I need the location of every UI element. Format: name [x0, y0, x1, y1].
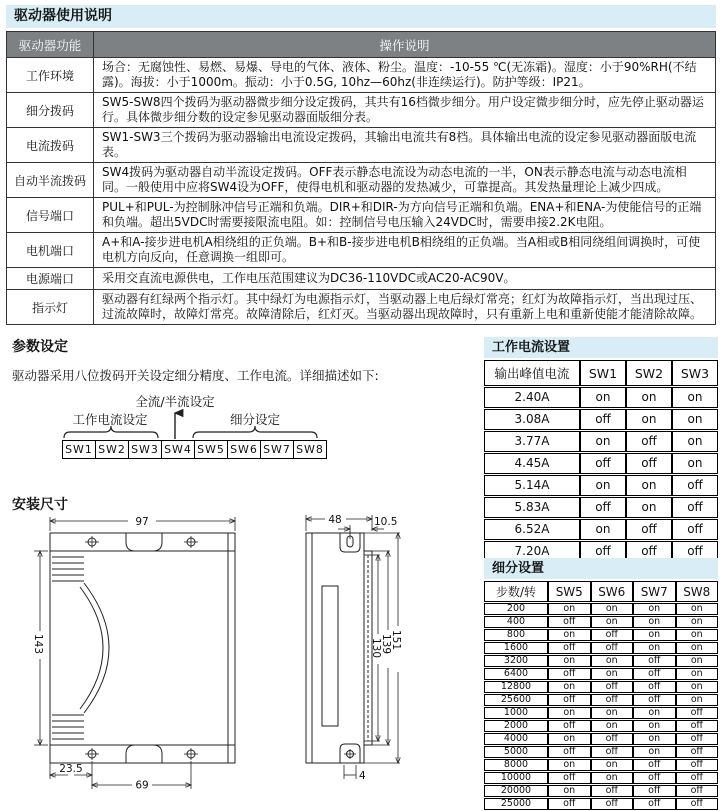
table-cell: SW5-SW8四个拨码为驱动器微步细分设定拨码，其共有16档微步细分。用户设定微步细分时，应先停止驱动器运行。具体微步细分数的设定参见驱动器面版细分表。 [94, 93, 716, 128]
table-row [484, 497, 718, 518]
column-header-sw6: SW6 [591, 581, 634, 602]
side-view-drawing [306, 514, 402, 782]
table-cell: 驱动器有红绿两个指示灯。其中绿灯为电源指示灯，当驱动器上电后绿灯常亮；红灯为故障指示灯，当出现过压、过流故障时，故障灯常亮。故障清除后，红灯灭。当驱动器出现故障时，只有重新上电和重新使能才能清除故障。 [94, 290, 716, 325]
row-label-cell: 200 [484, 603, 548, 615]
switch-box-sw5: SW5 [194, 440, 228, 459]
table-cell: on [672, 387, 718, 408]
table-cell: off [672, 519, 718, 540]
table-cell: PUL+和PUL-为控制脉冲信号正端和负端。DIR+和DIR-为方向信号正端和负端。ENA+和ENA-为使能信号的正端和负端。超出5VDC时需要接限流电阻。如：控制信号电压输入24VDC时，需要串接2.2K电阻。 [94, 198, 716, 233]
dip-switch-row [62, 440, 326, 459]
row-label-cell: 3.08A [484, 409, 580, 430]
table-cell: on [633, 707, 676, 719]
table-cell: on [591, 720, 634, 732]
table-cell: on [591, 707, 634, 719]
table-row [7, 290, 716, 325]
table-cell: off [548, 720, 591, 732]
table-row [484, 642, 718, 654]
dim-height-inner [364, 555, 382, 741]
column-header-sw7: SW7 [633, 581, 676, 602]
row-label-cell: 4.45A [484, 453, 580, 474]
table-cell: off [591, 733, 634, 745]
row-label-cell: 细分拨码 [7, 93, 94, 128]
table-row [484, 603, 718, 615]
table-cell: on [626, 475, 672, 496]
microstep-settings-title: 细分设置 [484, 558, 718, 579]
top-tab [126, 533, 162, 551]
table-cell: off [591, 681, 634, 693]
dim-hole-offset [50, 761, 92, 779]
table-cell: off [633, 759, 676, 771]
svg-text:130: 130 [370, 638, 382, 659]
dim-side-depth [306, 514, 372, 531]
table-cell: on [676, 616, 719, 628]
current-settings-panel [484, 337, 718, 563]
table-cell: on [580, 431, 626, 452]
switch-box-sw3: SW3 [128, 440, 162, 459]
table-cell: off [676, 798, 719, 810]
table-cell: on [591, 616, 634, 628]
table-row [484, 681, 718, 693]
table-row [484, 759, 718, 771]
table-cell: on [676, 642, 719, 654]
row-label-cell: 20000 [484, 785, 548, 797]
row-label-cell: 6.52A [484, 519, 580, 540]
svg-text:4: 4 [359, 770, 366, 782]
driver-function-table [6, 31, 716, 325]
table-cell: off [633, 785, 676, 797]
table-row [7, 233, 716, 268]
switch-box-sw1: SW1 [62, 440, 96, 459]
table-cell: off [676, 720, 719, 732]
table-cell: off [672, 497, 718, 518]
microstep-settings-table-body [484, 603, 718, 810]
table-cell: off [676, 785, 719, 797]
column-header-function: 驱动器功能 [7, 32, 94, 58]
table-row [484, 746, 718, 758]
table-cell: on [676, 603, 719, 615]
table-cell: 场合：无腐蚀性、易燃、易爆、导电的气体、液体、粉尘。温度：-10-55 ℃(无冻霜)。湿度：小于90%RH(不结露)。海拔：小于1000m。振动：小于0.5G, 10hz—60hz(非连续运行)。防护等级：IP21。 [94, 58, 716, 93]
mounting-hole-icon [184, 748, 198, 760]
table-row [484, 475, 718, 496]
current-brace-icon [64, 426, 158, 438]
row-label-cell: 2000 [484, 720, 548, 732]
table-cell: on [548, 603, 591, 615]
table-cell: 采用交直流电源供电，工作电压范围建议为DC36-110VDC或AC20-AC90V。 [94, 268, 716, 290]
column-header-sw1: SW1 [580, 360, 626, 386]
row-label-cell: 电源端口 [7, 268, 94, 290]
table-cell: on [676, 655, 719, 667]
svg-text:151: 151 [390, 630, 402, 651]
row-label-cell: 自动半流拨码 [7, 163, 94, 198]
table-cell: on [580, 475, 626, 496]
dim-hole-spacing [92, 761, 191, 790]
table-cell: off [676, 772, 719, 784]
table-cell: off [580, 453, 626, 474]
table-cell: on [672, 453, 718, 474]
table-cell: off [548, 694, 591, 706]
table-cell: on [676, 629, 719, 641]
switch-box-sw7: SW7 [260, 440, 294, 459]
table-cell: off [633, 772, 676, 784]
microstep-settings-table [484, 580, 718, 811]
table-row [484, 798, 718, 810]
table-cell: off [633, 798, 676, 810]
install-section-title: 安装尺寸 [12, 497, 68, 513]
current-settings-title: 工作电流设置 [484, 337, 718, 358]
table-row [7, 58, 716, 93]
table-row [484, 616, 718, 628]
dim-front-height [32, 551, 48, 745]
row-label-cell: 信号端口 [7, 198, 94, 233]
svg-text:97: 97 [135, 516, 149, 528]
heatsink-fins [52, 557, 109, 739]
table-row [484, 668, 718, 680]
table-row [484, 409, 718, 430]
driver-function-table-head [7, 32, 716, 58]
table-cell: on [676, 694, 719, 706]
table-row [484, 431, 718, 452]
row-label-cell: 4000 [484, 733, 548, 745]
table-cell: on [626, 497, 672, 518]
table-cell: off [548, 746, 591, 758]
table-cell: off [548, 616, 591, 628]
front-view-drawing [32, 516, 235, 790]
table-cell: off [626, 431, 672, 452]
table-cell: on [548, 707, 591, 719]
table-cell: on [591, 603, 634, 615]
table-row [484, 387, 718, 408]
column-header-operation: 操作说明 [94, 32, 716, 58]
row-label-cell: 1600 [484, 642, 548, 654]
row-label-cell: 8000 [484, 759, 548, 771]
table-cell: SW1-SW3三个拨码为驱动器输出电流设定拨码，其输出电流共有8档。具体输出电流的设定参见驱动器面版电流表。 [94, 128, 716, 163]
table-cell: off [591, 798, 634, 810]
brace-and-arrow-graphic [62, 406, 342, 440]
table-cell: off [626, 453, 672, 474]
row-label-cell: 2.40A [484, 387, 580, 408]
table-cell: on [548, 759, 591, 771]
table-cell: on [633, 746, 676, 758]
table-cell: off [626, 519, 672, 540]
column-header-sw3: SW3 [672, 360, 718, 386]
column-header-sw8: SW8 [676, 581, 719, 602]
table-cell: on [548, 733, 591, 745]
svg-text:10.5: 10.5 [374, 516, 398, 528]
row-label-cell: 指示灯 [7, 290, 94, 325]
row-label-cell: 5000 [484, 746, 548, 758]
table-cell: off [676, 707, 719, 719]
row-label-cell: 12800 [484, 681, 548, 693]
microstep-brace-icon [193, 426, 317, 438]
table-cell: off [591, 629, 634, 641]
row-label-cell: 5.83A [484, 497, 580, 518]
table-cell: off [591, 746, 634, 758]
table-row [484, 519, 718, 540]
row-label-cell: 25000 [484, 798, 548, 810]
svg-text:143: 143 [32, 634, 44, 655]
switch-box-sw8: SW8 [293, 440, 327, 459]
table-cell: on [633, 603, 676, 615]
table-cell: on [633, 720, 676, 732]
table-cell: off [676, 759, 719, 771]
table-cell: on [626, 387, 672, 408]
table-cell: on [548, 655, 591, 667]
row-label-cell: 6400 [484, 668, 548, 680]
column-header-sw5: SW5 [548, 581, 591, 602]
row-label-cell: 3.77A [484, 431, 580, 452]
table-cell: on [626, 409, 672, 430]
table-row [7, 268, 716, 290]
table-cell: on [672, 431, 718, 452]
row-label-cell: 1000 [484, 707, 548, 719]
side-top-tab [340, 531, 360, 552]
row-label-cell: 7.20A [484, 541, 580, 562]
svg-text:23.5: 23.5 [59, 763, 83, 775]
mounting-hole-icon [85, 748, 99, 760]
table-cell: on [548, 629, 591, 641]
switch-box-sw4: SW4 [161, 440, 195, 459]
table-cell: off [580, 497, 626, 518]
table-cell: off [548, 642, 591, 654]
dip-switch-diagram [62, 392, 342, 464]
microstep-settings-table-head [484, 581, 718, 602]
table-row [7, 163, 716, 198]
current-settings-table [484, 359, 718, 563]
table-row [484, 707, 718, 719]
table-row [7, 198, 716, 233]
column-header-sw2: SW2 [626, 360, 672, 386]
table-cell: off [548, 798, 591, 810]
column-header-steps-per-rev: 步数/转 [484, 581, 548, 602]
switch-box-sw6: SW6 [227, 440, 261, 459]
table-cell: on [676, 668, 719, 680]
table-cell: off [548, 772, 591, 784]
table-cell: on [591, 655, 634, 667]
row-label-cell: 10000 [484, 772, 548, 784]
table-row [484, 785, 718, 797]
table-header-row [484, 581, 718, 602]
table-header-row [484, 360, 718, 386]
table-row [484, 733, 718, 745]
table-cell: off [676, 733, 719, 745]
row-label-cell: 电流拨码 [7, 128, 94, 163]
svg-text:69: 69 [135, 779, 149, 790]
table-cell: on [591, 759, 634, 771]
side-outline [306, 533, 364, 763]
row-label-cell: 25600 [484, 694, 548, 706]
table-cell: off [672, 475, 718, 496]
microstep-label: 细分设定 [229, 412, 280, 427]
switch-box-sw2: SW2 [95, 440, 129, 459]
side-bottom-tab [340, 744, 360, 763]
bottom-tab [126, 745, 162, 763]
table-cell: off [548, 668, 591, 680]
table-cell: off [580, 409, 626, 430]
row-label-cell: 400 [484, 616, 548, 628]
param-section-title: 参数设定 [12, 339, 68, 355]
table-cell: off [633, 681, 676, 693]
svg-text:139: 139 [380, 634, 392, 655]
table-cell: on [633, 642, 676, 654]
table-row [484, 655, 718, 667]
row-label-cell: 3200 [484, 655, 548, 667]
installation-dimension-drawing [28, 511, 488, 790]
table-cell: on [672, 409, 718, 430]
row-label-cell: 电机端口 [7, 233, 94, 268]
table-row [484, 453, 718, 474]
table-cell: on [591, 772, 634, 784]
dim-top-offset [338, 516, 397, 533]
table-row [484, 629, 718, 641]
driver-function-table-body [7, 58, 716, 325]
table-cell: on [633, 629, 676, 641]
table-cell: off [633, 655, 676, 667]
table-cell: off [672, 541, 718, 562]
table-cell: on [633, 616, 676, 628]
param-section-description: 驱动器采用八位拨码开关设定细分精度、工作电流。详细描述如下: [12, 368, 379, 383]
table-cell: off [591, 785, 634, 797]
table-cell: A+和A-接步进电机A相绕组的正负端。B+和B-接步进电机B相绕组的正负端。当A相或B相同绕组间调换时，可使电机方向反向，任意调换一组即可。 [94, 233, 716, 268]
column-header-peak-current: 输出峰值电流 [484, 360, 580, 386]
row-label-cell: 工作环境 [7, 58, 94, 93]
table-cell: on [580, 387, 626, 408]
table-cell: SW4拨码为驱动器自动半流设定拨码。OFF表示静态电流设为动态电流的一半，ON表示静态电流与动态电流相同。一般使用中应将SW4设为OFF，使得电机和驱动器的发热减少，可靠提高。其发热量理论上减少四成。 [94, 163, 716, 198]
table-cell: off [676, 746, 719, 758]
table-cell: off [626, 541, 672, 562]
mounting-hole-icon [184, 536, 198, 548]
current-settings-table-body [484, 387, 718, 562]
table-row [7, 128, 716, 163]
current-settings-table-head [484, 360, 718, 386]
table-cell: off [633, 694, 676, 706]
table-cell: on [580, 519, 626, 540]
table-cell: off [580, 541, 626, 562]
table-cell: on [676, 681, 719, 693]
table-cell: off [633, 668, 676, 680]
full-half-current-label: 全流/半流设定 [135, 394, 215, 409]
table-cell: on [591, 668, 634, 680]
dim-front-width [50, 516, 235, 531]
row-label-cell: 5.14A [484, 475, 580, 496]
svg-text:48: 48 [328, 514, 342, 526]
dim-tab-width [344, 765, 366, 782]
page-title: 驱动器使用说明 [6, 5, 716, 28]
table-header-row [7, 32, 716, 58]
row-label-cell: 800 [484, 629, 548, 641]
table-row [484, 694, 718, 706]
side-slot [322, 586, 338, 726]
table-cell: off [591, 642, 634, 654]
table-cell: off [591, 694, 634, 706]
mounting-hole-icon [85, 536, 99, 548]
table-row [7, 93, 716, 128]
table-cell: on [548, 785, 591, 797]
table-cell: on [633, 733, 676, 745]
table-row [484, 772, 718, 784]
table-cell: on [548, 681, 591, 693]
front-outline [50, 533, 235, 763]
working-current-label: 工作电流设定 [72, 412, 148, 427]
microstep-settings-panel [484, 558, 718, 811]
table-row [484, 720, 718, 732]
